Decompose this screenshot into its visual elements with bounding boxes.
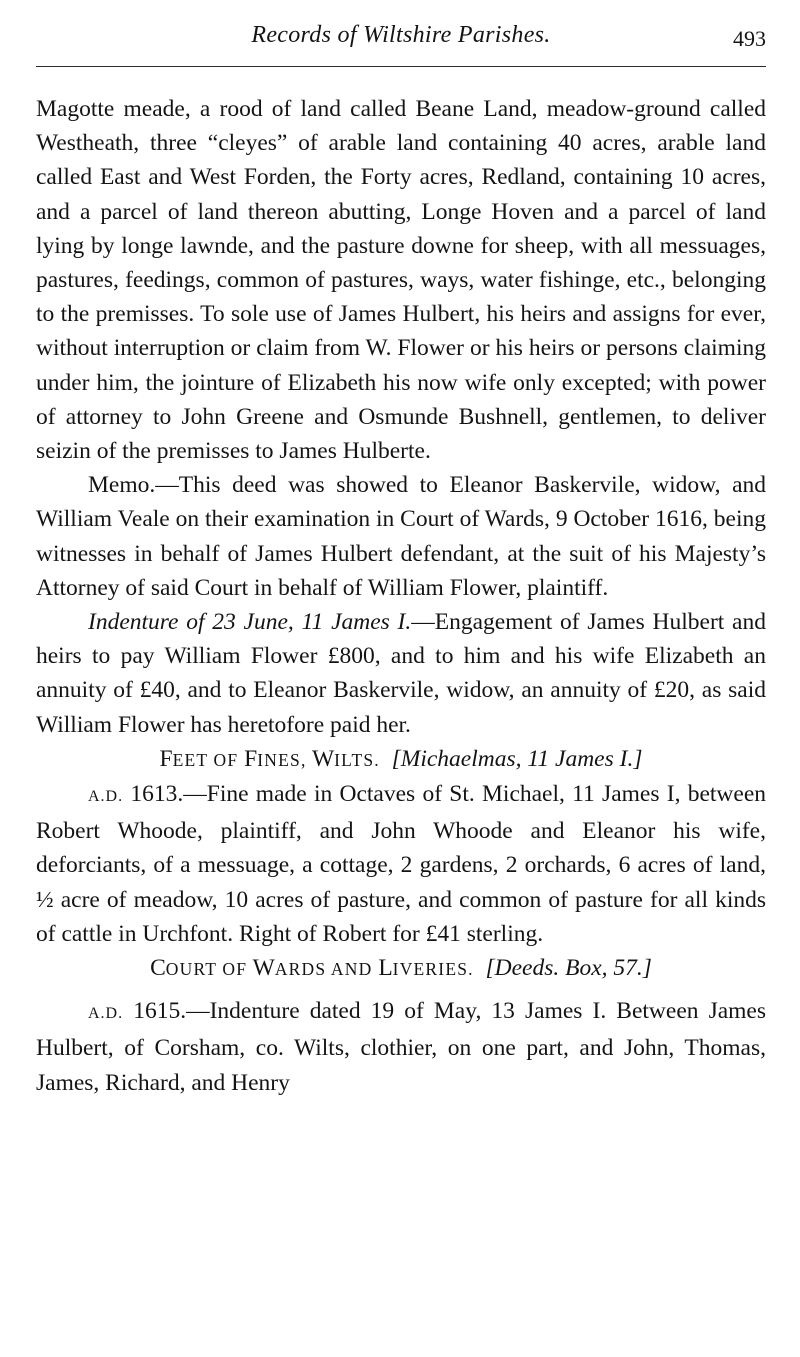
paragraph-deed-continuation: Magotte meade, a rood of land called Beane Land, meadow-ground called Westheath, three “cleyes” of arable land containing 40 acres, arable land called East and West Forden, the Forty acres, Redland, containing 10 acres, and a parcel of land thereon abutting, Longe Hoven and a parcel of land lying by longe lawnde, and the pasture downe for sheep, with all messuages, pastures, feedings, common of pastures, ways, water fishinge, etc., belonging to the premisses. To sole use of James Hulbert, his heirs and assigns for ever, without interruption or claim from W. Flower or his heirs or persons claiming under him, the jointure of Elizabeth his now wife only excepted; with power of attorney to John Greene and Osmunde Bushnell, gentlemen, to deliver seizin of the premisses to James Hulberte. [36, 96, 766, 465]
heading-smallcaps: ILTS. [334, 749, 380, 770]
paragraph-indenture-1615 [36, 994, 766, 1100]
paragraph-indenture [36, 605, 766, 742]
page-number: 493 [733, 26, 766, 51]
heading-initial: W [252, 955, 275, 982]
heading-smallcaps: INES, [257, 749, 307, 770]
heading-initial: C [150, 955, 166, 982]
heading-smallcaps: IVERIES. [392, 959, 474, 980]
heading-reference: [Michaelmas, 11 James I.] [391, 745, 643, 772]
heading-smallcaps: OURT OF [165, 959, 248, 980]
date-era: A.D. [88, 788, 124, 806]
paragraph-fine-1613 [36, 777, 766, 951]
heading-initial: F [244, 745, 258, 772]
indenture-text: —Engagement of James Hulbert and heirs to pay William Flower £800, and to him and his wife Elizabeth an annuity of £40, and to Eleanor Baskervile, widow, an annuity of £20, as said William Flower has heretofore paid her. [36, 609, 766, 738]
running-head [36, 22, 766, 58]
section-heading-court-of-wards [36, 951, 766, 986]
heading-initial: W [311, 745, 335, 772]
body-text [36, 92, 766, 1100]
indenture-label: Indenture of 23 June, 11 James I. [88, 609, 412, 636]
indenture-1615-text: 1615.—Indenture dated 19 of May, 13 James I. Between James Hulbert, of Corsham, co. Wilts, clothier, on one part, and John, Thomas, James, Richard, and Henry [36, 998, 767, 1096]
heading-initial: F [159, 745, 173, 772]
heading-reference: [Deeds. Box, 57.] [485, 955, 652, 982]
paragraph-memo: Memo.—This deed was showed to Eleanor Baskervile, widow, and William Veale on their examination in Court of Wards, 9 October 1616, being witnesses in behalf of James Hulbert defendant, at the suit of his Majesty’s Attorney of said Court in behalf of William Flower, plaintiff. [36, 472, 766, 601]
date-era: A.D. [88, 1005, 124, 1023]
fine-text: 1613.—Fine made in Octaves of St. Michael, 11 James I, between Robert Whoode, plaintiff, and John Whoode and Eleanor his wife, deforciants, of a messuage, a cottage, 2 gardens, 2 orchards, 6 acres of land, ½ acre of meadow, 10 acres of pasture, and common of pasture for all kinds of cattle in Urchfont. Right of Robert for £41 sterling. [36, 781, 766, 947]
heading-initial: L [378, 955, 393, 982]
section-heading-feet-of-fines [36, 742, 766, 777]
heading-smallcaps: EET OF [172, 749, 239, 770]
heading-smallcaps: ARDS AND [274, 959, 373, 980]
running-title: Records of Wiltshire Parishes. [251, 22, 551, 48]
header-rule [36, 66, 766, 67]
